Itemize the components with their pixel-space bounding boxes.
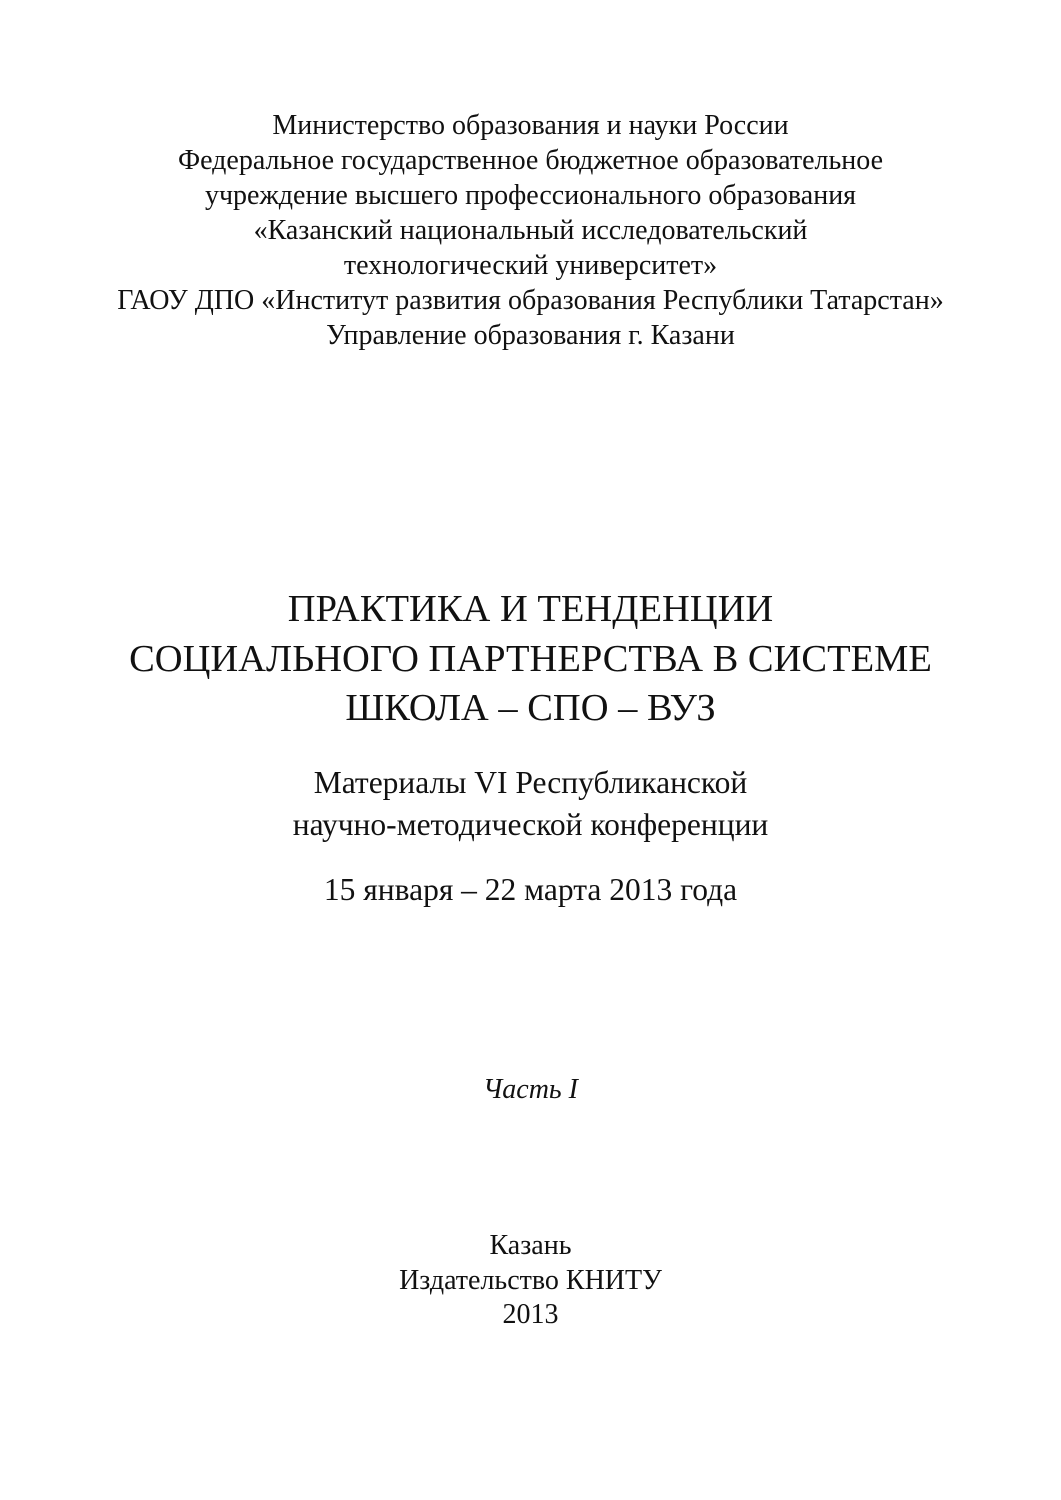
institutions-block: [0, 108, 1061, 353]
imprint-city: Казань: [489, 1230, 572, 1261]
institution-line: учреждение высшего профессионального образования: [204, 180, 857, 211]
conference-dates: [0, 869, 1061, 911]
title-line: ШКОЛА – СПО – ВУЗ: [345, 687, 716, 729]
institution-line: технологический университет»: [343, 250, 718, 281]
imprint-publisher: Издательство КНИТУ: [399, 1264, 662, 1296]
book-subtitle: [0, 762, 1061, 846]
institution-line: Управление образования г. Казани: [326, 320, 735, 351]
institution-line: Федеральное государственное бюджетное образовательное: [177, 145, 884, 176]
book-title: [0, 585, 1061, 734]
subtitle-line: научно-методической конференции: [292, 807, 769, 842]
institution-line: Министерство образования и науки России: [272, 110, 789, 141]
title-line: ПРАКТИКА И ТЕНДЕНЦИИ: [287, 588, 774, 630]
imprint-block: [0, 1229, 1061, 1333]
part-line: Часть I: [482, 1074, 578, 1105]
title-line: СОЦИАЛЬНОГО ПАРТНЕРСТВА В СИСТЕМЕ: [129, 637, 932, 680]
institution-line: «Казанский национальный исследовательский: [253, 215, 808, 246]
imprint-year: 2013: [502, 1299, 559, 1330]
part-label: [0, 1072, 1061, 1108]
dates-line: 15 января – 22 марта 2013 года: [323, 872, 738, 907]
institution-line: ГАОУ ДПО «Институт развития образования Республики Татарстан»: [117, 285, 944, 316]
subtitle-line: Материалы VI Республиканской: [313, 765, 748, 800]
